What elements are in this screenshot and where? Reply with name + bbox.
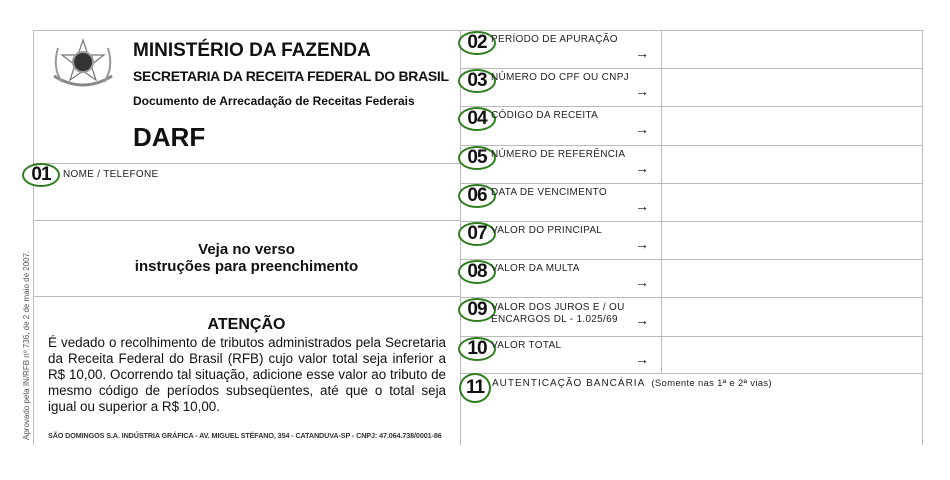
arrow-right-icon: →: [635, 45, 649, 61]
field-label-03: NÚMERO DO CPF OU CNPJ: [491, 72, 629, 84]
field-label-06: DATA DE VENCIMENTO: [491, 186, 607, 198]
field-label-04: CÓDIGO DA RECEITA: [491, 110, 599, 122]
darf-title: DARF: [133, 122, 206, 152]
field-number-08: 08: [458, 260, 496, 284]
arrow-right-icon: →: [635, 312, 649, 329]
field-number-05: 05: [458, 146, 496, 170]
field-label-02: PERÍODO DE APURAÇÃO: [491, 34, 618, 45]
arrow-right-icon: →: [635, 350, 649, 367]
field-number-04: 04: [458, 107, 496, 131]
brazil-coat-of-arms-icon: [48, 38, 118, 90]
secretaria-title: SECRETARIA DA RECEITA FEDERAL DO BRASIL: [133, 68, 449, 84]
field-number-02: 02: [458, 31, 496, 55]
arrow-right-icon: →: [635, 121, 649, 138]
field-value-05[interactable]: [662, 146, 922, 183]
field-label-05: NÚMERO DE REFERÊNCIA: [491, 148, 626, 160]
approval-note: Aprovado pela IN/RFB nº 736, de 2 de maio de 2007.: [22, 250, 31, 440]
ministry-title: MINISTÉRIO DA FAZENDA: [133, 40, 371, 61]
field-value-09[interactable]: [662, 298, 922, 335]
instructions-line1: Veja no verso: [198, 241, 295, 258]
field-label-08: VALOR DA MULTA: [491, 263, 580, 275]
field-number-06: 06: [458, 184, 496, 208]
arrow-right-icon: →: [635, 274, 649, 291]
field-number-11: 11: [459, 373, 491, 403]
field-label-09: VALOR DOS JUROS E / OU ENCARGOS DL - 1.025/69: [491, 302, 625, 326]
attention-title: ATENÇÃO: [207, 316, 286, 333]
bank-authentication-note: (Somente nas 1ª e 2ª vias): [651, 378, 772, 389]
field-value-04[interactable]: [662, 107, 922, 144]
arrow-right-icon: →: [635, 83, 649, 100]
document-subtitle: Documento de Arrecadação de Receitas Federais: [133, 94, 415, 108]
field-number-01: 01: [22, 163, 60, 187]
instructions-note: [33, 241, 460, 275]
field-value-08[interactable]: [662, 260, 922, 297]
field-number-03: 03: [458, 69, 496, 93]
instructions-line2: instruções para preenchimento: [134, 258, 359, 275]
field-value-07[interactable]: [662, 222, 922, 259]
field-value-02[interactable]: [662, 31, 922, 68]
field-label-07: VALOR DO PRINCIPAL: [491, 225, 603, 236]
field-number-07: 07: [458, 222, 496, 246]
arrow-right-icon: →: [635, 159, 649, 176]
arrow-right-icon: →: [635, 197, 649, 214]
name-phone-label: NOME / TELEFONE: [63, 169, 159, 180]
bank-authentication-title: AUTENTICAÇÃO BANCÁRIA: [492, 378, 646, 389]
bank-authentication-label: [492, 378, 772, 389]
field-label-10: VALOR TOTAL: [491, 339, 562, 351]
field-number-10: 10: [458, 337, 496, 361]
attention-text: É vedado o recolhimento de tributos administrados pela Secretaria da Receita Federal do Brasil (RFB) cujo valor total seja inferior a R$ 10,00. Ocorrendo tal situação, adicione esse valor ao tributo de mesmo código de períodos subseqüentes, até que o total seja igual ou superior a R$ 10,00.: [48, 335, 446, 414]
field-number-09: 09: [458, 298, 496, 322]
arrow-right-icon: →: [635, 236, 649, 252]
field-value-10[interactable]: [662, 337, 922, 374]
field-value-03[interactable]: [662, 69, 922, 106]
field-value-06[interactable]: [662, 184, 922, 221]
printer-info: SÃO DOMINGOS S.A. INDÚSTRIA GRÁFICA - AV. MIGUEL STÉFANO, 354 - CATANDUVA-SP - CNPJ: 47.064.738/0001-86: [48, 431, 442, 440]
